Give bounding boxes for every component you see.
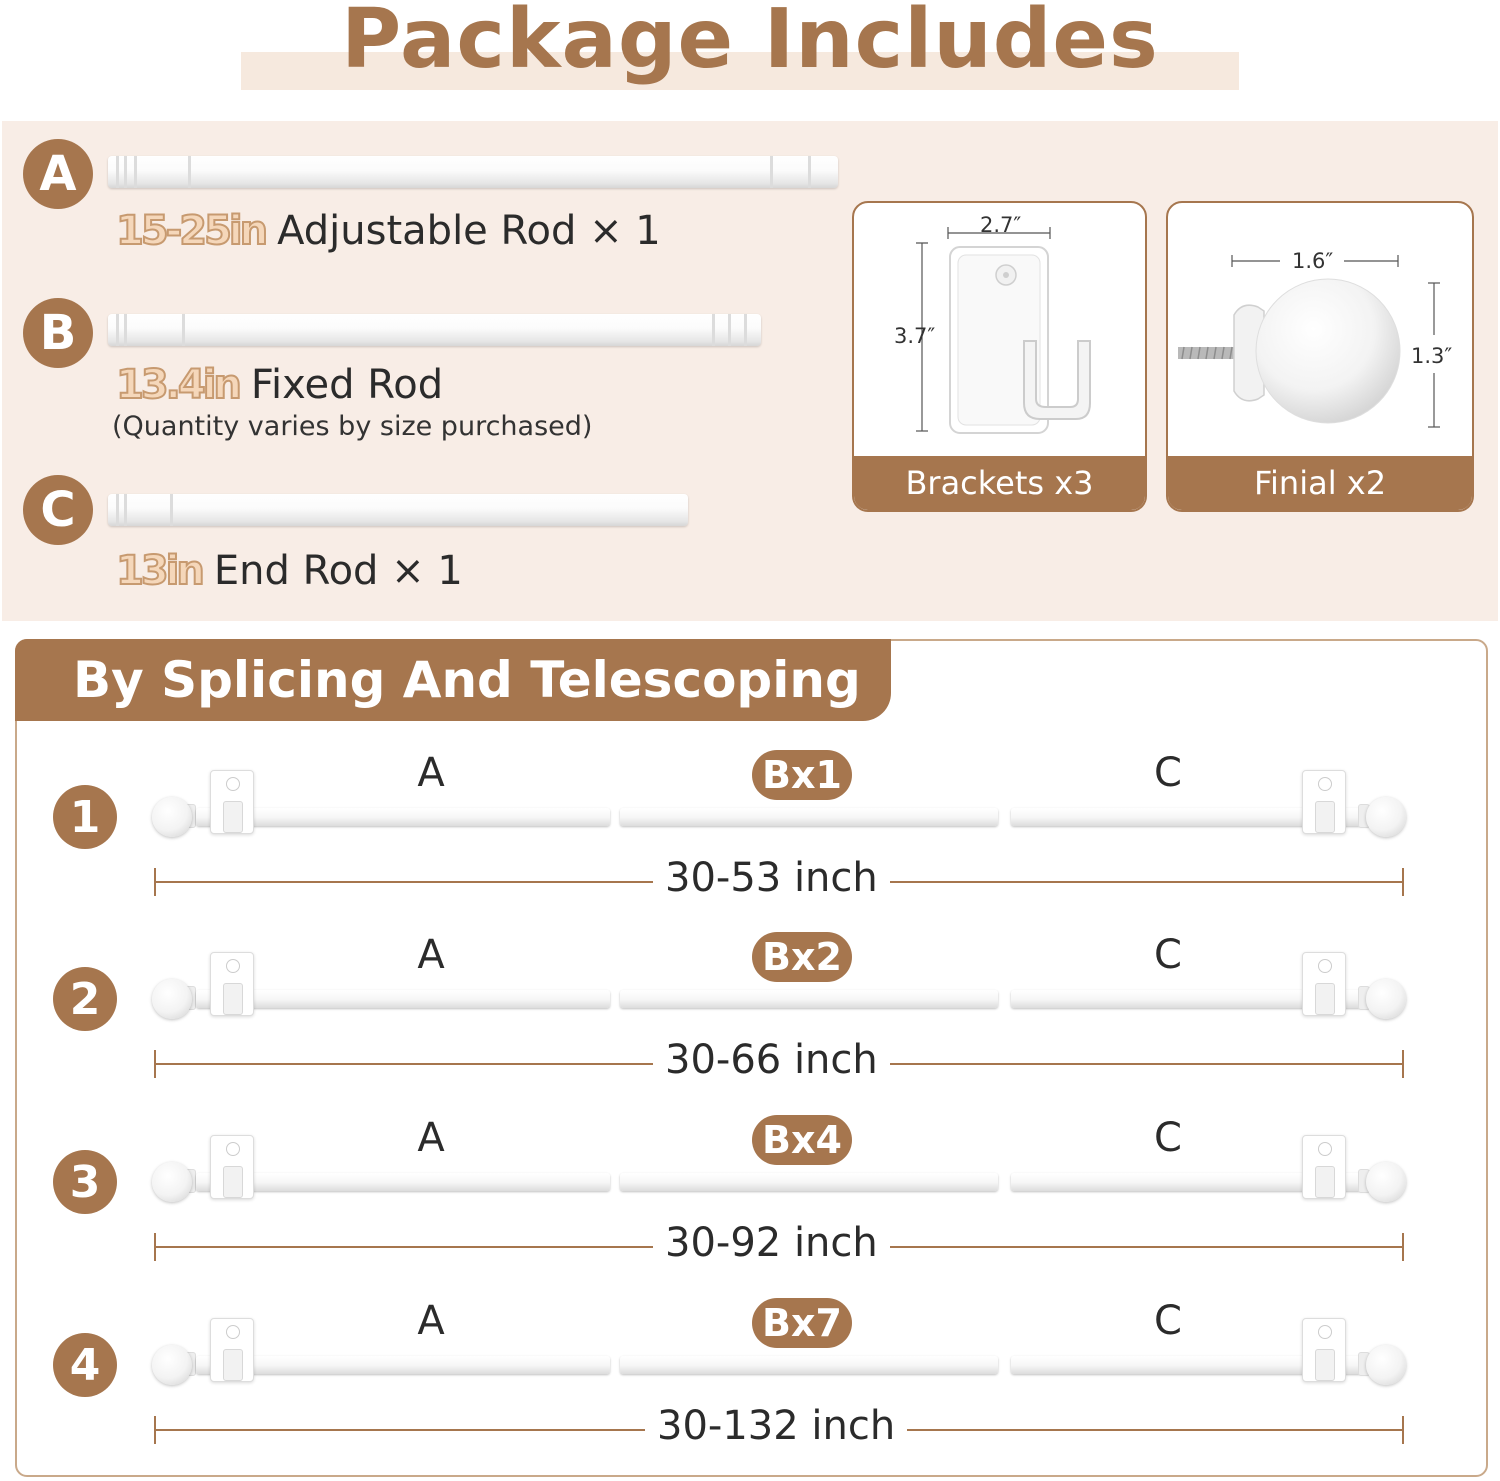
left-finial-image xyxy=(152,1345,192,1385)
left-finial-image xyxy=(152,1162,192,1202)
adjustable-rod-image xyxy=(108,156,838,188)
measure-tick-right xyxy=(1402,1233,1404,1261)
part-b-length: 13.4in xyxy=(116,362,239,408)
part-c-length: 13in xyxy=(116,548,202,594)
right-finial-image xyxy=(1366,1162,1406,1202)
segment-a-rod xyxy=(196,990,610,1008)
finial-width-dim: 1.6″ xyxy=(1292,249,1334,273)
segment-label-c: C xyxy=(1154,932,1182,978)
splicing-heading: By Splicing And Telescoping xyxy=(15,639,891,721)
length-range-label: 30-92 inch xyxy=(653,1220,890,1266)
segment-pill-b: Bx4 xyxy=(752,1115,852,1165)
part-b-name: Fixed Rod xyxy=(250,362,444,408)
left-finial-image xyxy=(152,797,192,837)
finial-label: Finial x2 xyxy=(1168,456,1472,510)
left-bracket-image xyxy=(210,770,254,834)
left-bracket-image xyxy=(210,952,254,1016)
segment-a-rod xyxy=(196,808,610,826)
end-rod-image xyxy=(108,494,688,526)
segment-b-rod xyxy=(620,808,998,826)
right-bracket-image xyxy=(1302,1135,1346,1199)
segment-b-rod xyxy=(620,990,998,1008)
segment-b-rod xyxy=(620,1356,998,1374)
length-range-label: 30-53 inch xyxy=(653,855,890,901)
segment-label-a: A xyxy=(417,932,445,978)
segment-b-rod xyxy=(620,1173,998,1191)
part-c-badge: C xyxy=(23,475,93,545)
finial-illustration xyxy=(1168,203,1474,463)
page-title: Package Includes xyxy=(341,0,1159,87)
right-finial-image xyxy=(1366,979,1406,1019)
left-bracket-image xyxy=(210,1318,254,1382)
left-bracket-image xyxy=(210,1135,254,1199)
part-b-badge: B xyxy=(23,298,93,368)
part-a-name: Adjustable Rod × 1 xyxy=(277,208,661,254)
brackets-label: Brackets x3 xyxy=(854,456,1145,510)
segment-a-rod xyxy=(196,1356,610,1374)
segment-label-a: A xyxy=(417,750,445,796)
right-bracket-image xyxy=(1302,770,1346,834)
finial-height-dim: 1.3″ xyxy=(1411,344,1453,368)
brackets-card xyxy=(852,201,1147,512)
config-number-badge: 2 xyxy=(53,967,117,1031)
segment-label-a: A xyxy=(417,1115,445,1161)
right-finial-image xyxy=(1366,797,1406,837)
fixed-rod-image xyxy=(108,314,761,346)
bracket-height-dim: 3.7″ xyxy=(894,324,936,348)
part-a-length: 15-25in xyxy=(116,208,266,254)
segment-pill-b: Bx1 xyxy=(752,750,852,800)
left-finial-image xyxy=(152,979,192,1019)
segment-label-c: C xyxy=(1154,1115,1182,1161)
part-c-name: End Rod × 1 xyxy=(213,548,463,594)
segment-label-c: C xyxy=(1154,1298,1182,1344)
measure-tick-right xyxy=(1402,1050,1404,1078)
part-b-note: (Quantity varies by size purchased) xyxy=(112,411,593,442)
segment-pill-b: Bx7 xyxy=(752,1298,852,1348)
config-number-badge: 3 xyxy=(53,1150,117,1214)
right-bracket-image xyxy=(1302,952,1346,1016)
measure-tick-right xyxy=(1402,868,1404,896)
config-number-badge: 1 xyxy=(53,785,117,849)
part-a-caption xyxy=(116,208,661,254)
right-bracket-image xyxy=(1302,1318,1346,1382)
config-number-badge: 4 xyxy=(53,1333,117,1397)
part-b-caption xyxy=(116,362,443,408)
measure-tick-right xyxy=(1402,1416,1404,1444)
segment-a-rod xyxy=(196,1173,610,1191)
segment-label-a: A xyxy=(417,1298,445,1344)
finial-card xyxy=(1166,201,1474,512)
segment-label-c: C xyxy=(1154,750,1182,796)
bracket-width-dim: 2.7″ xyxy=(980,213,1022,237)
length-range-label: 30-66 inch xyxy=(653,1037,890,1083)
length-range-label: 30-132 inch xyxy=(645,1403,907,1449)
part-a-badge: A xyxy=(23,139,93,209)
right-finial-image xyxy=(1366,1345,1406,1385)
segment-pill-b: Bx2 xyxy=(752,932,852,982)
part-c-caption xyxy=(116,548,463,594)
